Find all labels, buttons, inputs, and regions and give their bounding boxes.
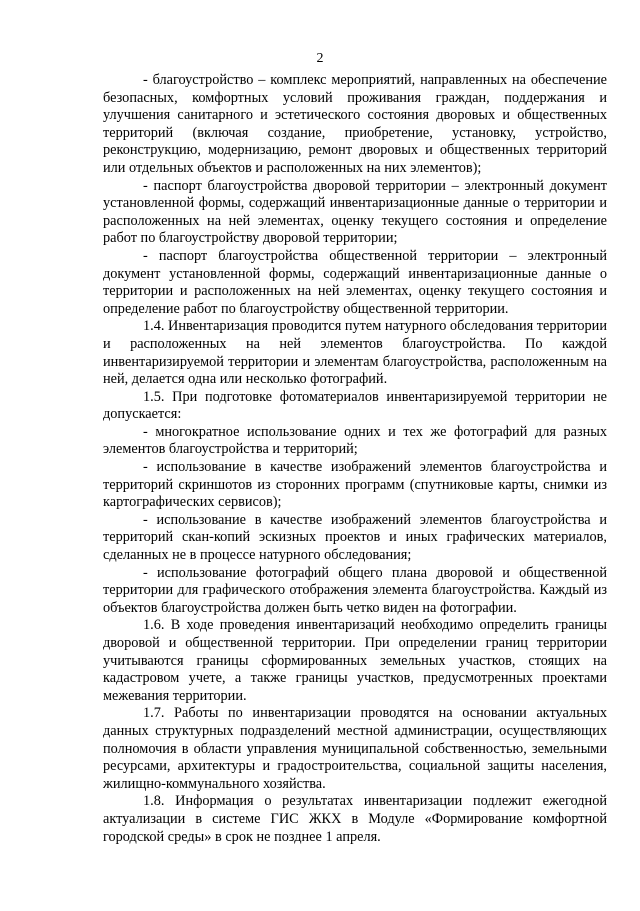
definition-public-passport: - паспорт благоустройства общественной территории – электронный документ установленной формы, содержащий инвентаризационные данные о территории и расположенных на ней элементах, оценку текущего состояния и определение работ по благоустройству общественной территории. [103, 247, 607, 317]
clause-1-8: 1.8. Информация о результатах инвентаризации подлежит ежегодной актуализации в системе ГИС ЖКХ в Модуле «Формирование комфортной городской среды» в срок не позднее 1 апреля. [103, 793, 607, 845]
clause-1-5-item-4: - использование фотографий общего плана дворовой и общественной территории для графического отображения элемента благоустройства. Каждый из объектов благоустройства должен быть четко виден на фотографии. [103, 564, 607, 616]
clause-1-6: 1.6. В ходе проведения инвентаризаций необходимо определить границы дворовой и общественной территории. При определении границ территории учитываются границы сформированных земельных участков, стоящих на кадастровом учете, а также границы участков, предусмотренных проектами межевания территории. [103, 617, 607, 704]
clause-1-7: 1.7. Работы по инвентаризации проводятся на основании актуальных данных структурных подразделений местной администрации, осуществляющих полномочия в области управления муниципальной собственностью, земельными ресурсами, архитектуры и градостроительства, социальной защиты населения, жилищно-коммунального хозяйства. [103, 705, 607, 792]
definition-yard-passport: - паспорт благоустройства дворовой территории – электронный документ установленной формы, содержащий инвентаризационные данные о территории и расположенных на ней элементах, оценку текущего состояния и определение работ по благоустройству дворовой территории; [103, 177, 607, 247]
clause-1-5-item-3: - использование в качестве изображений элементов благоустройства и территорий скан-копий эскизных проектов и иных графических материалов, сделанных не в процессе натурного обследования; [103, 511, 607, 564]
clause-1-5-item-1: - многократное использование одних и тех же фотографий для разных элементов благоустройства и территорий; [103, 423, 607, 458]
clause-1-5-item-2: - использование в качестве изображений элементов благоустройства и территорий скриншотов из сторонних программ (спутниковые карты, снимки из картографических сервисов); [103, 459, 607, 511]
clause-1-5: 1.5. При подготовке фотоматериалов инвентаризируемой территории не допускается: [103, 388, 607, 423]
page-number: 2 [316, 51, 324, 66]
clause-1-4: 1.4. Инвентаризация проводится путем натурного обследования территории и расположенных на ней элементов благоустройства. По каждой инвентаризируемой территории и элементам благоустройства, расположенным на ней, делается одна или несколько фотографий. [103, 318, 607, 388]
document-body [103, 72, 607, 846]
definition-blagoustroistvo: - благоустройство – комплекс мероприятий, направленных на обеспечение безопасных, комфортных условий проживания граждан, поддержания и улучшения санитарного и эстетического состояния дворовых и общественных территорий (включая создание, приобретение, установку, устройство, реконструкцию, модернизацию, ремонт дворовых и общественных территорий или отдельных объектов и расположенных на них элементов); [103, 72, 607, 176]
